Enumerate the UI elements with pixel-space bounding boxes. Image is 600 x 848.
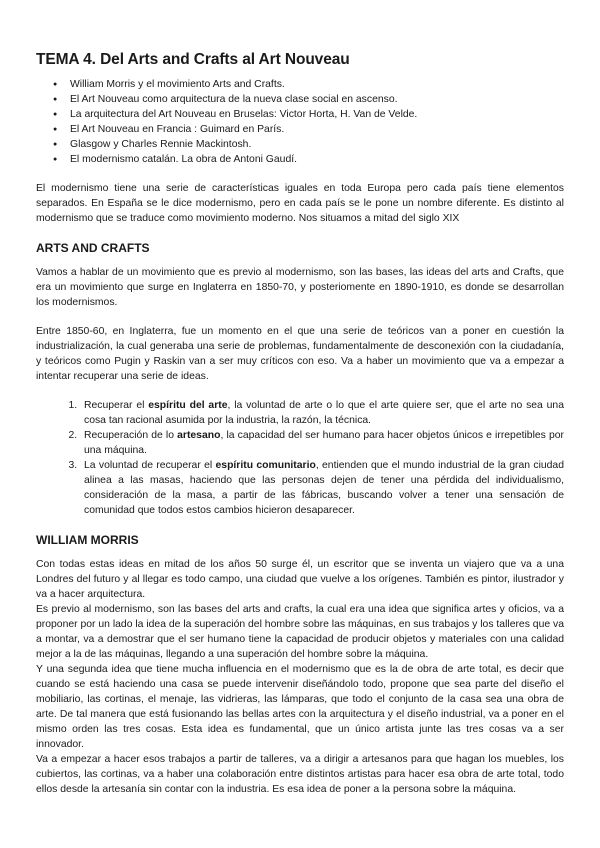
ideas-list — [36, 398, 564, 518]
paragraph: Entre 1850-60, en Inglaterra, fue un momento en el que una serie de teóricos van a poner en cuestión la industrialización, la cual generaba una serie de problemas, fundamentalmente de desconexión con la ciudadanía, y teóricos como Pugin y Raskin van a ser muy críticos con eso. Va a haber un movimiento que va a empezar a intentar recuperar una serie de ideas. — [36, 326, 564, 382]
paragraph: Con todas estas ideas en mitad de los años 50 surge él, un escritor que se inventa un viajero que va a una Londres del futuro y al llegar es todo campo, una ciudad que vuelve a los orígenes. También es pintor, ilustrador y va a hacer arquitectura. — [36, 559, 564, 600]
list-item: ● El Art Nouveau en Francia : Guimard en París. — [70, 122, 564, 137]
bold-term: artesano — [177, 430, 221, 441]
list-item: ● La arquitectura del Art Nouveau en Bruselas: Victor Horta, H. Van de Velde. — [70, 107, 564, 122]
list-item — [80, 428, 564, 458]
bold-term: espíritu del arte — [148, 400, 228, 411]
list-item: ● El modernismo catalán. La obra de Antoni Gaudí. — [70, 152, 564, 167]
list-item: ● Glasgow y Charles Rennie Mackintosh. — [70, 137, 564, 152]
page-title: TEMA 4. Del Arts and Crafts al Art Nouveau — [36, 51, 350, 68]
text-segment: Recuperación de lo — [84, 430, 178, 441]
list-item — [80, 398, 564, 428]
text-segment: , entienden que el mundo industrial de la gran ciudad alinea a las masas, haciendo que las personas dejen de tener una pérdida del individualismo, consideración de la masa, a partir de las fábricas, buscando volver a tener una sensación de comunidad que todos estos cambios hicieron desaparecer. — [84, 460, 564, 516]
section-heading-arts-crafts: ARTS AND CRAFTS — [36, 241, 150, 255]
paragraph: Vamos a hablar de un movimiento que es previo al modernismo, son las bases, las ideas del arts and Crafts, que era un movimiento que surge en Inglaterra en 1850-70, y posteriomente en 1890-1910, es donde se desarrollan los modernismos. — [36, 267, 564, 308]
paragraph: Y una segunda idea que tiene mucha influencia en el modernismo que es la de obra de arte total, es decir que cuando se está haciendo una casa se puede intervenir diseñándolo todo, propone que sea parte del diseño el mobiliario, las cortinas, el menaje, las vidrieras, las lámparas, que todo el conjunto de la casa sea una obra de arte. De tal manera que está fusionando las bellas artes con la arquitectura y el diseño industrial, va a poner en el mismo orden las tres cosas. Esta idea es fundamental, que un único artista junte las tres cosas va a ser innovador. — [36, 664, 564, 750]
list-item — [80, 458, 564, 518]
list-item: ● William Morris y el movimiento Arts and Crafts. — [70, 77, 564, 92]
text-segment: , la capacidad del ser humano para hacer objetos únicos e irrepetibles por una máquina. — [84, 430, 565, 456]
text-segment: , la voluntad de arte o lo que el arte quiere ser, que el arte no sea una cosa tan racional asumida por la industria, la razón, la técnica. — [84, 400, 564, 426]
paragraph: Va a empezar a hacer esos trabajos a partir de talleres, va a dirigir a artesanos para que hagan los muebles, los cubiertos, las cortinas, va a haber una colaboración entre distintos artistas para hacer esa obra de arte total, todo ellos desde la artesanía sin contar con la industria. Es esa idea de poner a la persona sobre la máquina. — [36, 754, 564, 795]
text-segment: Recuperar el — [84, 400, 149, 411]
text-segment: La voluntad de recuperar el — [84, 460, 216, 471]
intro-paragraph: El modernismo tiene una serie de características iguales en toda Europa pero cada país tiene elementos separados. En España se le dice modernismo, pero en cada país se le pone un nombre diferente. Es distinto al modernismo que se traduce como movimiento moderno. Nos situamos a mitad del siglo XIX — [36, 183, 564, 224]
bold-term: espíritu comunitario — [215, 460, 316, 471]
paragraph: Es previo al modernismo, son las bases del arts and crafts, la cual era una idea que significa artes y oficios, va a proponer por un lado la idea de la superación del hombre sobre las máquinas, en sus trabajos y los talleres que va a montar, va a demostrar que el ser humano tiene la capacidad de producir objetos y materiales con una calidad mejor a la de las máquinas, llegando a una superación del hombre sobre la máquina. — [36, 604, 564, 660]
list-item: ● El Art Nouveau como arquitectura de la nueva clase social en ascenso. — [70, 92, 564, 107]
topic-list — [36, 77, 564, 167]
section-heading-william-morris: WILLIAM MORRIS — [36, 533, 139, 547]
